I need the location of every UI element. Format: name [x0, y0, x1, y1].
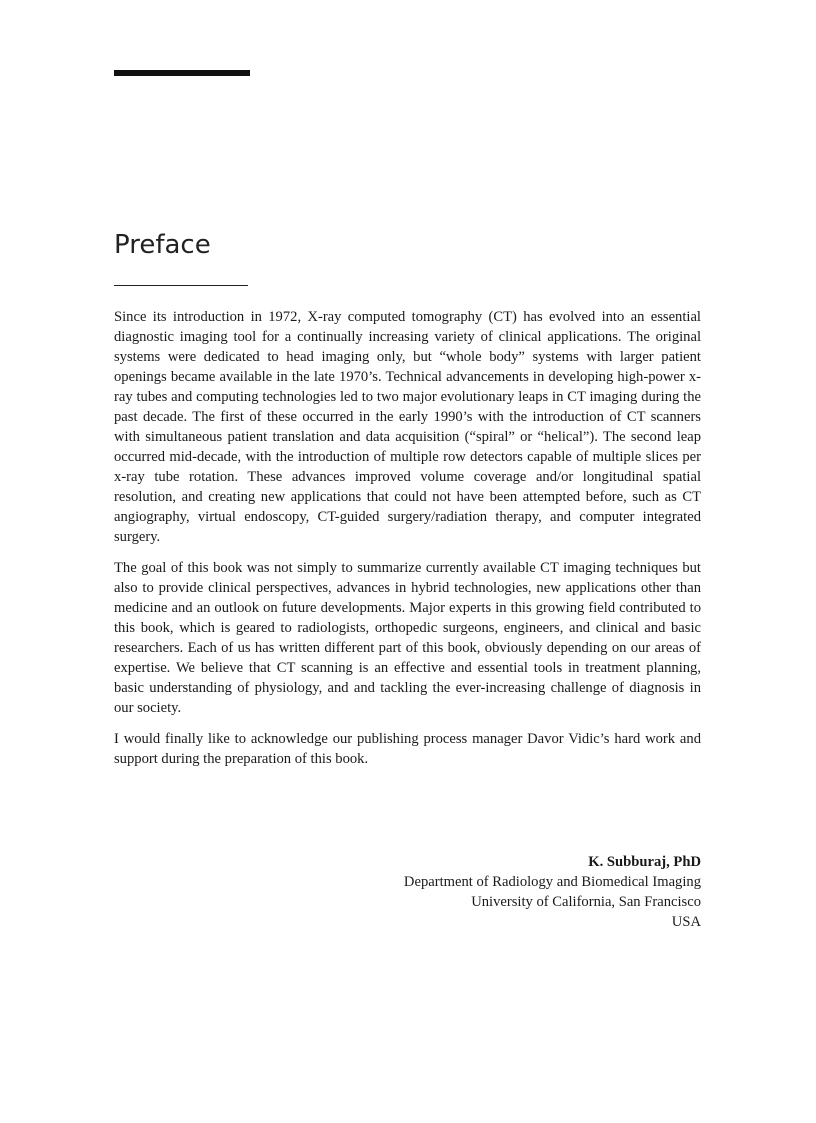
paragraph-introduction: Since its introduction in 1972, X-ray computed tomography (CT) has evolved into an essential diagnostic imaging tool for a continually increasing variety of clinical applications. The original systems were dedicated to head imaging only, but “whole body” systems with larger patient openings became available in the late 1970’s. Technical advancements in developing high-power x-ray tubes and computing technologies led to two major evolutionary leaps in CT imaging during the past decade. The first of these occurred in the early 1990’s with the introduction of CT scanners with simultaneous patient translation and data acquisition (“spiral” or “helical”). The second leap occurred mid-decade, with the introduction of multiple row detectors capable of multiple slices per x-ray tube rotation. These advances improved volume coverage and/or longitudinal spatial resolution, and creating new applications that could not have been attempted before, such as CT angiography, virtual endoscopy, CT-guided surgery/radiation therapy, and computer integrated surgery. [114, 309, 701, 545]
author-institution: University of California, San Francisco [471, 894, 701, 910]
title-underline-rule [114, 285, 248, 286]
author-name: K. Subburaj, PhD [588, 854, 701, 870]
author-department: Department of Radiology and Biomedical Imaging [403, 874, 701, 890]
preface-body [114, 307, 701, 780]
top-decorative-rule [114, 70, 250, 76]
signature-block [404, 852, 701, 932]
author-country: USA [671, 914, 701, 930]
page-title: Preface [114, 230, 211, 260]
paragraph-book-goal: The goal of this book was not simply to summarize currently available CT imaging techniques but also to provide clinical perspectives, advances in hybrid technologies, new applications other than medicine and an outlook on future developments. Major experts in this growing field contributed to this book, which is geared to radiologists, orthopedic surgeons, engineers, and clinical and basic researchers. Each of us has written different part of this book, obviously depending on our areas of expertise. We believe that CT scanning is an effective and essential tools in treatment planning, basic understanding of physiology, and and tackling the ever-increasing challenge of diagnosis in our society. [114, 560, 701, 716]
paragraph-acknowledgement: I would finally like to acknowledge our publishing process manager Davor Vidic’s hard work and support during the preparation of this book. [114, 731, 701, 767]
